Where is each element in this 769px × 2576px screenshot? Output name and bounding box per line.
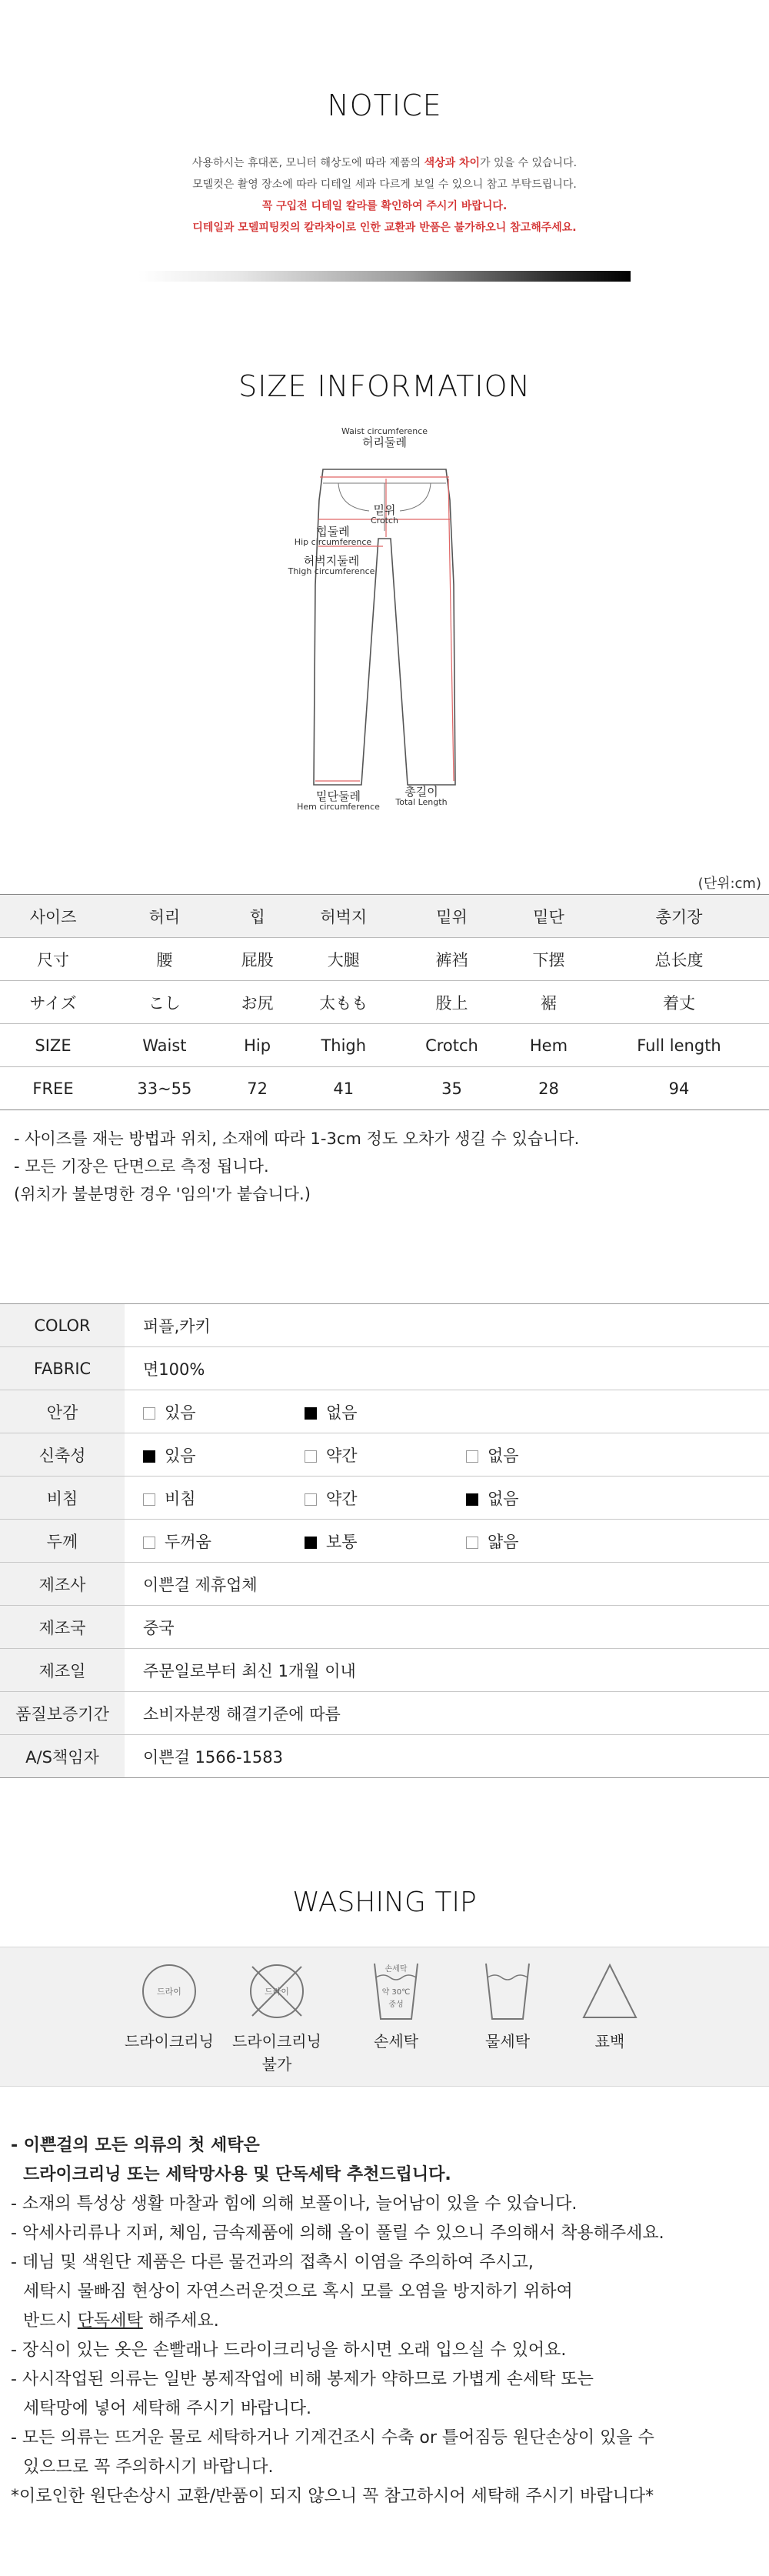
checkbox-empty-icon (143, 1493, 155, 1506)
hand-wash-label: 손세탁 (374, 2032, 418, 2050)
checkbox-empty-icon (466, 1537, 478, 1549)
hand-wash-icon-text1: 손세탁 (384, 1965, 408, 1974)
no-dry-clean-icon (231, 1960, 323, 2022)
checkbox-empty-icon (305, 1493, 317, 1506)
checkbox-empty-icon (143, 1537, 155, 1549)
water-wash-icon (461, 1960, 554, 2022)
spec-row-stretch: 신축성 있음 약간 없음 (0, 1433, 769, 1477)
hand-wash-icon (350, 1960, 442, 2022)
size-notes: - 사이즈를 재는 방법과 위치, 소재에 따라 1-3cm 정도 오차가 생길 수 있습니다. - 모든 기장은 단면으로 측정 됩니다. (위치가 불분명한 경우 '임의'가 붙습니다.) (14, 1130, 580, 1203)
no-dry-clean-label: 드라이크리닝 불가 (232, 2032, 321, 2074)
dry-clean-icon (123, 1960, 215, 2022)
pants-measurement-diagram (288, 426, 477, 846)
bleach-label: 표백 (594, 2032, 625, 2050)
size-information-title: SIZE INFORMATION (238, 369, 531, 403)
spec-row-maker: 제조사 이쁜걸 제휴업체 (0, 1563, 769, 1606)
spec-row-fabric: FABRIC 면100% (0, 1347, 769, 1390)
spec-row-color: COLOR 퍼플,카키 (0, 1304, 769, 1347)
size-table-row-zh: 尺寸 腰 屁股 大腿 裤裆 下摆 总长度 (0, 938, 769, 981)
pants-outline-svg (292, 431, 477, 846)
checkbox-empty-icon (305, 1450, 317, 1463)
hip-label: 힙둘레 Hip circumference (294, 525, 372, 547)
water-wash-label: 물세탁 (485, 2032, 530, 2050)
dry-clean-icon-text: 드라이 (157, 1987, 181, 1997)
product-spec-table (0, 1303, 769, 1778)
washing-tip-title: WASHING TIP (292, 1887, 477, 1918)
hand-wash-icon-text3: 중성 (388, 2000, 404, 2009)
hem-label: 밑단둘레 Hem circumference (297, 789, 380, 812)
gradient-divider (138, 271, 631, 282)
spec-row-sheer: 비침 비침 약간 없음 (0, 1477, 769, 1520)
spec-row-country: 제조국 중국 (0, 1606, 769, 1649)
washing-tips-text: - 이쁜걸의 모든 의류의 첫 세탁은 드라이크리닝 또는 세탁망사용 및 단독세탁 추천드립니다. - 소재의 특성상 생활 마찰과 힘에 의해 보풀이나, 늘어남이 있을 수 있습니다. - 악세사리류나 지퍼, 체임, 금속제품에 의해 올이 풀릴 수 있으니 주의해서 착용해주세요. - 데님 및 색원단 제품은 다른 물건과의 접촉시 이염을 주의하여 주시고, 세탁시 물빠짐 현상이 자연스러운것으로 혹시 모를 오염을 방지하기 위하여 반드시 단독세탁 해주세요. - 장식이 있는 옷은 손빨래나 드라이크리닝을 하시면 오래 입으실 수 있어요. - 사시작업된 의류는 일반 봉제작업에 비해 봉제가 약하므로 가볍게 손세탁 또는 세탁망에 넣어 세탁해 주시기 바랍니다. - 모든 의류는 뜨거운 물로 세탁하거나 기계건조시 수축 or 틀어짐등 원단손상이 있을 수 있으므로 꼭 주의하시기 바랍니다. *이로인한 원단손상시 교환/반품이 되지 않으니 꼭 참고하시어 세탁해 주시기 바랍니다* (11, 2136, 664, 2506)
dry-clean-label: 드라이크리닝 (125, 2032, 214, 2050)
checkbox-empty-icon (143, 1407, 155, 1420)
checkbox-filled-icon (305, 1407, 317, 1420)
notice-title: NOTICE (327, 88, 442, 122)
total-length-label: 총길이 Total Length (395, 785, 448, 807)
unit-label: (단위:cm) (697, 876, 761, 892)
checkbox-filled-icon (143, 1450, 155, 1463)
checkbox-filled-icon (305, 1537, 317, 1549)
checkbox-empty-icon (466, 1450, 478, 1463)
checkbox-filled-icon (466, 1493, 478, 1506)
spec-row-thickness: 두께 두꺼움 보통 얇음 (0, 1520, 769, 1563)
spec-row-date: 제조일 주문일로부터 최신 1개월 이내 (0, 1649, 769, 1692)
size-table (0, 894, 769, 1110)
size-table-row-free: FREE 33~55 72 41 35 28 94 (0, 1067, 769, 1110)
bleach-icon (564, 1960, 656, 2022)
no-dry-clean-icon-text: 드라이 (265, 1987, 289, 1997)
size-table-row-ko: 사이즈 허리 힙 허벅지 밑위 밑단 총기장 (0, 895, 769, 938)
thigh-label: 허벅지둘레 Thigh circumference (288, 554, 375, 576)
size-table-row-en: SIZE Waist Hip Thigh Crotch Hem Full length (0, 1024, 769, 1067)
waist-label: Waist circumference 허리둘레 (341, 426, 428, 449)
spec-row-warranty: 품질보증기간 소비자분쟁 해결기준에 따름 (0, 1692, 769, 1735)
hand-wash-icon-text2: 약 30℃ (381, 1988, 411, 1997)
spec-row-as: A/S책임자 이쁜걸 1566-1583 (0, 1735, 769, 1778)
crotch-label: 밑위 Crotch (370, 503, 399, 526)
spec-row-lining: 안감 있음 없음 (0, 1390, 769, 1433)
size-table-row-ja: サイズ こし お尻 太もも 股上 裾 着丈 (0, 981, 769, 1024)
notice-text: 사용하시는 휴대폰, 모니터 해상도에 따라 제품의 색상과 차이가 있을 수 있습니다. 모델컷은 촬영 장소에 따라 디테일 세과 다르게 보일 수 있으니 참고 부탁드립니다. 꼭 구입전 디테일 칼라를 확인하여 주시기 바랍니다. 디테일과 모델피팅컷의 칼라차이로 인한 교환과 반품은 불가하오니 참고해주세요. (191, 157, 578, 234)
